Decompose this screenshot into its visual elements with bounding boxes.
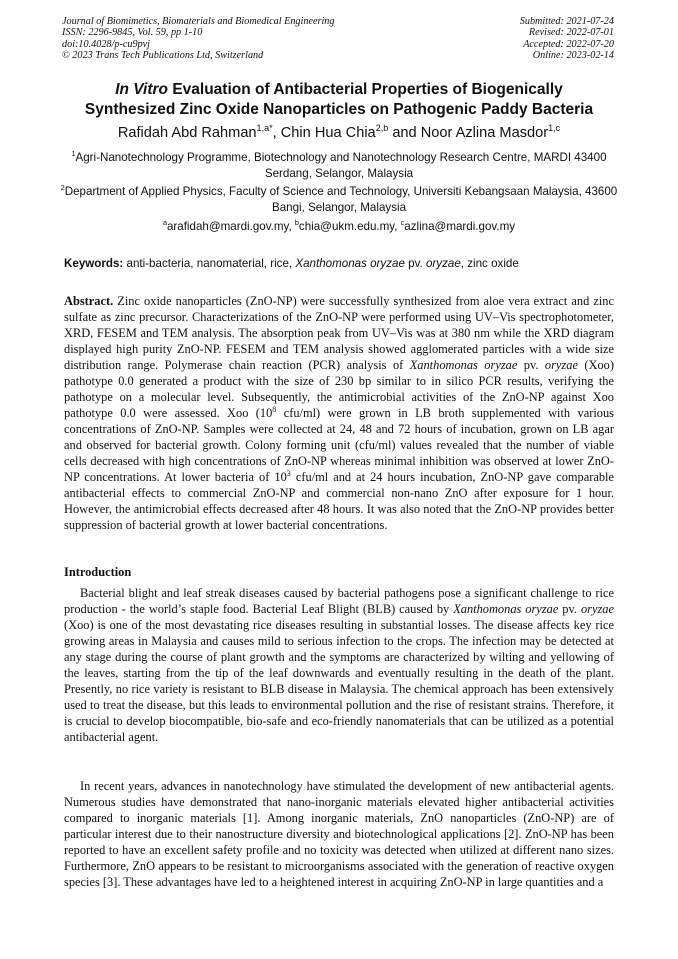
journal-copyright: © 2023 Trans Tech Publications Ltd, Switzerland — [62, 50, 264, 62]
author-name: Rafidah Abd Rahman — [117, 125, 257, 141]
publication-dates — [520, 16, 614, 62]
keywords-text: anti-bacteria, nanomaterial, rice, — [123, 257, 296, 270]
author-sup: 2,b — [375, 123, 389, 134]
keywords-pathovar: oryzae — [425, 257, 461, 270]
intro-pathovar: oryzae — [580, 602, 614, 616]
keywords-species: Xanthomonas oryzae — [295, 257, 405, 270]
abstract-text: Zinc oxide nanoparticles (ZnO-NP) were successfully synthesized from aloe vera extract and zinc sulfate as zinc precursor. Characterizations of the ZnO-NP were performed using UV–Vis spectrophotometer, XRD, FESEM and TEM analysis. The absorption peak from UV–Vis was at 380 nm while the XRD diagram displayed high purity ZnO-NP. FESEM and TEM analysis showed agglomerated particles with a wide size distribution range. Polymerase chain reaction (PCR) analysis of — [64, 294, 614, 372]
abstract-exponent: 8 — [272, 404, 277, 414]
author-name: Chin Hua Chia — [280, 125, 376, 141]
email-sup: a — [162, 218, 167, 228]
journal-info — [62, 16, 334, 62]
affiliation-text: Agri-Nanotechnology Programme, Biotechnology and Nanotechnology Research Centre, MARDI 43400 Serdang, Selangor, Malaysia — [75, 151, 607, 180]
affiliation-2 — [56, 184, 622, 216]
title-line1: Evaluation of Antibacterial Properties of Biogenically — [168, 81, 563, 98]
paper-title — [40, 80, 638, 120]
author-sup: 1,a* — [256, 123, 273, 134]
email-sup: c — [400, 218, 405, 228]
date-online: Online: 2023-02-14 — [532, 50, 614, 62]
affiliation-1 — [56, 150, 622, 182]
author-sep: and — [388, 125, 421, 141]
author-sep: , — [272, 125, 281, 141]
introduction-paragraph-1 — [64, 585, 614, 745]
intro-text: (Xoo) is one of the most devastating rice diseases resulting in substantial losses. The disease affects key rice growing areas in Malaysia and causes mild to serious infection to the crops. The infection may be detected at any stage during the course of plant growth and the symptoms are characterized by wilting and yellowing of the leaves, starting from the tip of the leaf downwards and eventually resulting in the death of the plant. Presently, no rice variety is resistant to BLB disease in Malaysia. The chemical approach has been extensively used to treat the disease, but this leads to environmental pollution and the rise of resistant strains. Therefore, it is crucial to develop biocompatible, bio-safe and eco-friendly nanomaterials that can be utilized as a potential antibacterial agent. — [64, 618, 614, 744]
keywords-label: Keywords: — [64, 257, 124, 270]
author-emails — [56, 219, 622, 235]
abstract-pv: pv. — [517, 358, 545, 372]
abstract-species: Xanthomonas oryzae — [409, 358, 518, 372]
affiliation-sup: 1 — [71, 149, 76, 159]
keywords-pv: pv. — [404, 257, 426, 270]
author-name: Noor Azlina Masdor — [420, 125, 549, 141]
abstract-text: (Xoo) pathotype 0.0 generated a product with the size of 230 bp similar to in silico PCR results, verifying the pathotype on a molecular level. Subsequently, the antimicrobial activities of the ZnO-NP against Xoo pathotype 0.0 were assessed. Xoo (10 — [64, 358, 614, 420]
abstract-exponent: 3 — [286, 468, 291, 478]
title-italic: In Vitro — [115, 81, 169, 98]
email-link[interactable]: azlina@mardi.gov.my — [404, 220, 516, 233]
intro-text: Bacterial blight and leaf streak diseases caused by bacterial pathogens pose a significant challenge to rice production - the world’s staple food. Bacterial Leaf Blight (BLB) caused by — [64, 586, 614, 616]
abstract-text: cfu/ml and at 24 hours incubation, ZnO-NP gave comparable antibacterial effects to commercial ZnO-NP and commercial non-nano ZnO after exposure for 1 hour. However, the antimicrobial effects decreased after 48 hours. It was also noted that the ZnO-NP provides better suppression of bacterial growth at lower bacterial concentrations. — [64, 470, 614, 532]
keywords-text-end: , zinc oxide — [460, 257, 519, 270]
intro-species: Xanthomonas oryzae — [453, 602, 559, 616]
date-submitted: Submitted: 2021-07-24 — [519, 16, 614, 27]
introduction-paragraph-2: In recent years, advances in nanotechnology have stimulated the development of new antibacterial agents. Numerous studies have demonstrated that nano-inorganic materials elevated higher antibacterial activities compared to inorganic materials [1]. Among inorganic materials, ZnO nanoparticles (ZnO-NP) are of particular interest due to their nanostructure diversity and biotechnological applications [2]. ZnO-NP has been reported to have an excellent safety profile and no toxicity was detected when utilized at different nano sizes. Furthermore, ZnO appears to be resistant to microorganisms associated with the generation of reactive oxygen species [3]. These advantages have led to a heightened interest in acquiring ZnO-NP in large quantities and a — [64, 779, 614, 889]
journal-name: Journal of Biomimetics, Biomaterials and Biomedical Engineering — [62, 16, 335, 27]
abstract-label: Abstract. — [64, 294, 114, 308]
keywords — [64, 256, 624, 272]
journal-doi: doi:10.4028/p-cu9pvj — [62, 38, 150, 50]
date-accepted: Accepted: 2022-07-20 — [523, 38, 614, 50]
journal-issn: ISSN: 2296-9845, Vol. 59, pp 1-10 — [62, 27, 203, 39]
intro-pv: pv. — [558, 602, 581, 616]
section-heading-introduction: Introduction — [64, 565, 132, 579]
abstract-pathovar: oryzae — [544, 358, 578, 372]
abstract — [64, 293, 614, 533]
author-list — [40, 124, 638, 142]
affiliation-sup: 2 — [60, 183, 65, 193]
email-link[interactable]: chia@ukm.edu.my, — [298, 220, 401, 233]
email-sup: b — [294, 218, 299, 228]
date-revised: Revised: 2022-07-01 — [528, 27, 614, 39]
abstract-text: cfu/ml) were grown in LB broth supplemented with various concentrations of ZnO-NP. Samples were collected at 24, 48 and 72 hours of incubation, grown on LB agar and observed for bacterial growth. Colony forming unit (cfu/ml) values revealed that the number of viable cells decreased with high concentrations of ZnO-NP whereas minimal inhibition was observed at lower ZnO-NP concentrations. At lower bacteria of 10 — [64, 406, 614, 484]
author-sup: 1,c — [548, 123, 561, 134]
title-line2: Synthesized Zinc Oxide Nanoparticles on Pathogenic Paddy Bacteria — [84, 101, 594, 118]
affiliation-text: Department of Applied Physics, Faculty of Science and Technology, Universiti Kebangsaan Malaysia, 43600 Bangi, Selangor, Malaysia — [64, 185, 618, 214]
email-link[interactable]: arafidah@mardi.gov.my, — [166, 220, 295, 233]
